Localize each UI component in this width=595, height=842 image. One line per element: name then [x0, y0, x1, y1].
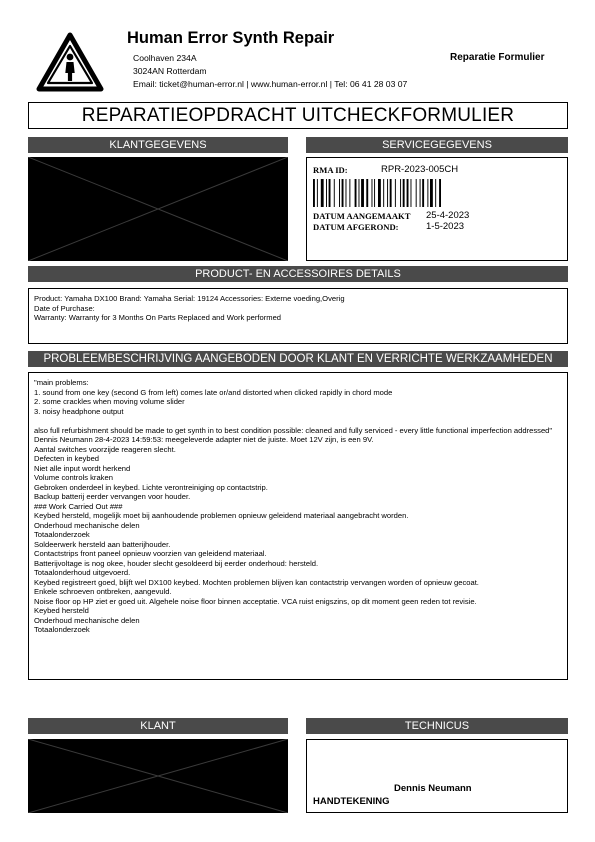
purchase-date-line: Date of Purchase: — [34, 303, 95, 313]
problem-line: Onderhoud mechanische delen — [34, 615, 140, 625]
problem-line: Batterijvoltage is nog okee, houder slecht gesoldeerd bij eerder onderhoud: hersteld. — [34, 558, 319, 568]
product-line: Product: Yamaha DX100 Brand: Yamaha Serial: 19124 Accessories: Externe voeding,Overig — [34, 294, 345, 303]
problem-line: Noise floor op HP ziet er goed uit. Algehele noise floor binnen acceptatie. VCA ruist enigszins, op dit moment geen reden tot revisie. — [34, 596, 477, 606]
date-completed-label: DATUM AFGEROND: — [313, 222, 399, 232]
problem-line: Defecten in keybed — [34, 454, 100, 463]
problem-line: also full refurbishment should be made to get synth in to best condition possible: cleaned and fully serviced - every little functional imperfection addressed" — [34, 425, 553, 435]
problem-line — [34, 416, 562, 426]
warranty-line: Warranty: Warranty for 3 Months On Parts Replaced and Work performed — [34, 313, 282, 322]
company-name: Human Error Synth Repair — [127, 29, 335, 47]
signature-label: HANDTEKENING — [313, 796, 390, 807]
problem-line: Totaalonderhoud uitgevoerd. — [34, 568, 131, 577]
form-title: REPARATIEOPDRACHT UITCHECKFORMULIER — [28, 102, 568, 129]
problem-line: Keybed hersteld, mogelijk moet bij aanhoudende problemen opnieuw geleidend materiaal aangebracht worden. — [34, 511, 409, 520]
client-signature-redacted — [28, 739, 288, 813]
section-header-client-signature: KLANT — [28, 718, 288, 734]
address-street: Coolhaven 234A — [133, 53, 197, 63]
problem-line: Gebroken onderdeel in keybed. Lichte verontreiniging op contactstrip. — [34, 482, 268, 492]
rma-id-value: RPR-2023-005CH — [381, 164, 459, 175]
date-created-label: DATUM AANGEMAAKT — [313, 211, 411, 221]
date-completed-value: 1-5-2023 — [426, 221, 465, 232]
problem-line: Volume controls kraken — [34, 473, 113, 482]
form-type-label: Reparatie Formulier — [450, 52, 545, 63]
problem-line: Onderhoud mechanische delen — [34, 520, 140, 530]
problem-line: Totaalonderzoek — [34, 530, 90, 539]
section-header-problem: PROBLEEMBESCHRIJVING AANGEBODEN DOOR KLANT EN VERRICHTE WERKZAAMHEDEN — [28, 351, 568, 367]
problem-line: 1. sound from one key (second G from left) comes late or/and distorted when clicked rapidly in chord mode — [34, 387, 393, 397]
warning-person-icon — [36, 32, 104, 92]
client-info-redacted — [28, 157, 288, 261]
section-header-service: SERVICEGEGEVENS — [306, 137, 568, 153]
problem-line: ### Work Carried Out ### — [34, 501, 123, 511]
address-city: 3024AN Rotterdam — [133, 66, 207, 76]
section-header-client: KLANTGEGEVENS — [28, 137, 288, 153]
problem-line: "main problems: — [34, 378, 89, 387]
problem-description-text — [34, 378, 562, 635]
problem-line: Totaalonderzoek — [34, 625, 90, 634]
problem-line: Aantal switches voorzijde reageren slecht. — [34, 444, 176, 454]
problem-line: Keybed registreert goed, blijft wel DX100 keybed. Mochten problemen blijven kan contactstrip vervangen worden of opnieuw gecoat. — [34, 577, 479, 587]
problem-line: 2. some crackles when moving volume slider — [34, 397, 185, 406]
barcode-image — [313, 179, 479, 207]
problem-line: Backup batterij eerder vervangen voor houder. — [34, 492, 191, 501]
problem-line: Dennis Neumann 28-4-2023 14:59:53: meegeleverde adapter niet de juiste. Moet 12V zijn, is een 9V. — [34, 435, 374, 444]
problem-line: Contactstrips front paneel opnieuw voorzien van geleidend materiaal. — [34, 549, 267, 558]
problem-line: Enkele schroeven ontbreken, aangevuld. — [34, 587, 172, 596]
section-header-technician-signature: TECHNICUS — [306, 718, 568, 734]
section-header-product: PRODUCT- EN ACCESSOIRES DETAILS — [28, 266, 568, 282]
technician-name: Dennis Neumann — [394, 783, 472, 794]
problem-line: Keybed hersteld — [34, 606, 89, 615]
problem-line: Niet alle input wordt herkend — [34, 463, 131, 473]
rma-id-label: RMA ID: — [313, 165, 348, 175]
product-details-text — [34, 294, 345, 323]
contact-line: Email: ticket@human-error.nl | www.human-error.nl | Tel: 06 41 28 03 07 — [133, 79, 408, 89]
date-created-value: 25-4-2023 — [426, 210, 470, 221]
problem-line: 3. noisy headphone output — [34, 406, 124, 416]
problem-line: Soldeerwerk hersteld aan batterijhouder. — [34, 539, 171, 549]
